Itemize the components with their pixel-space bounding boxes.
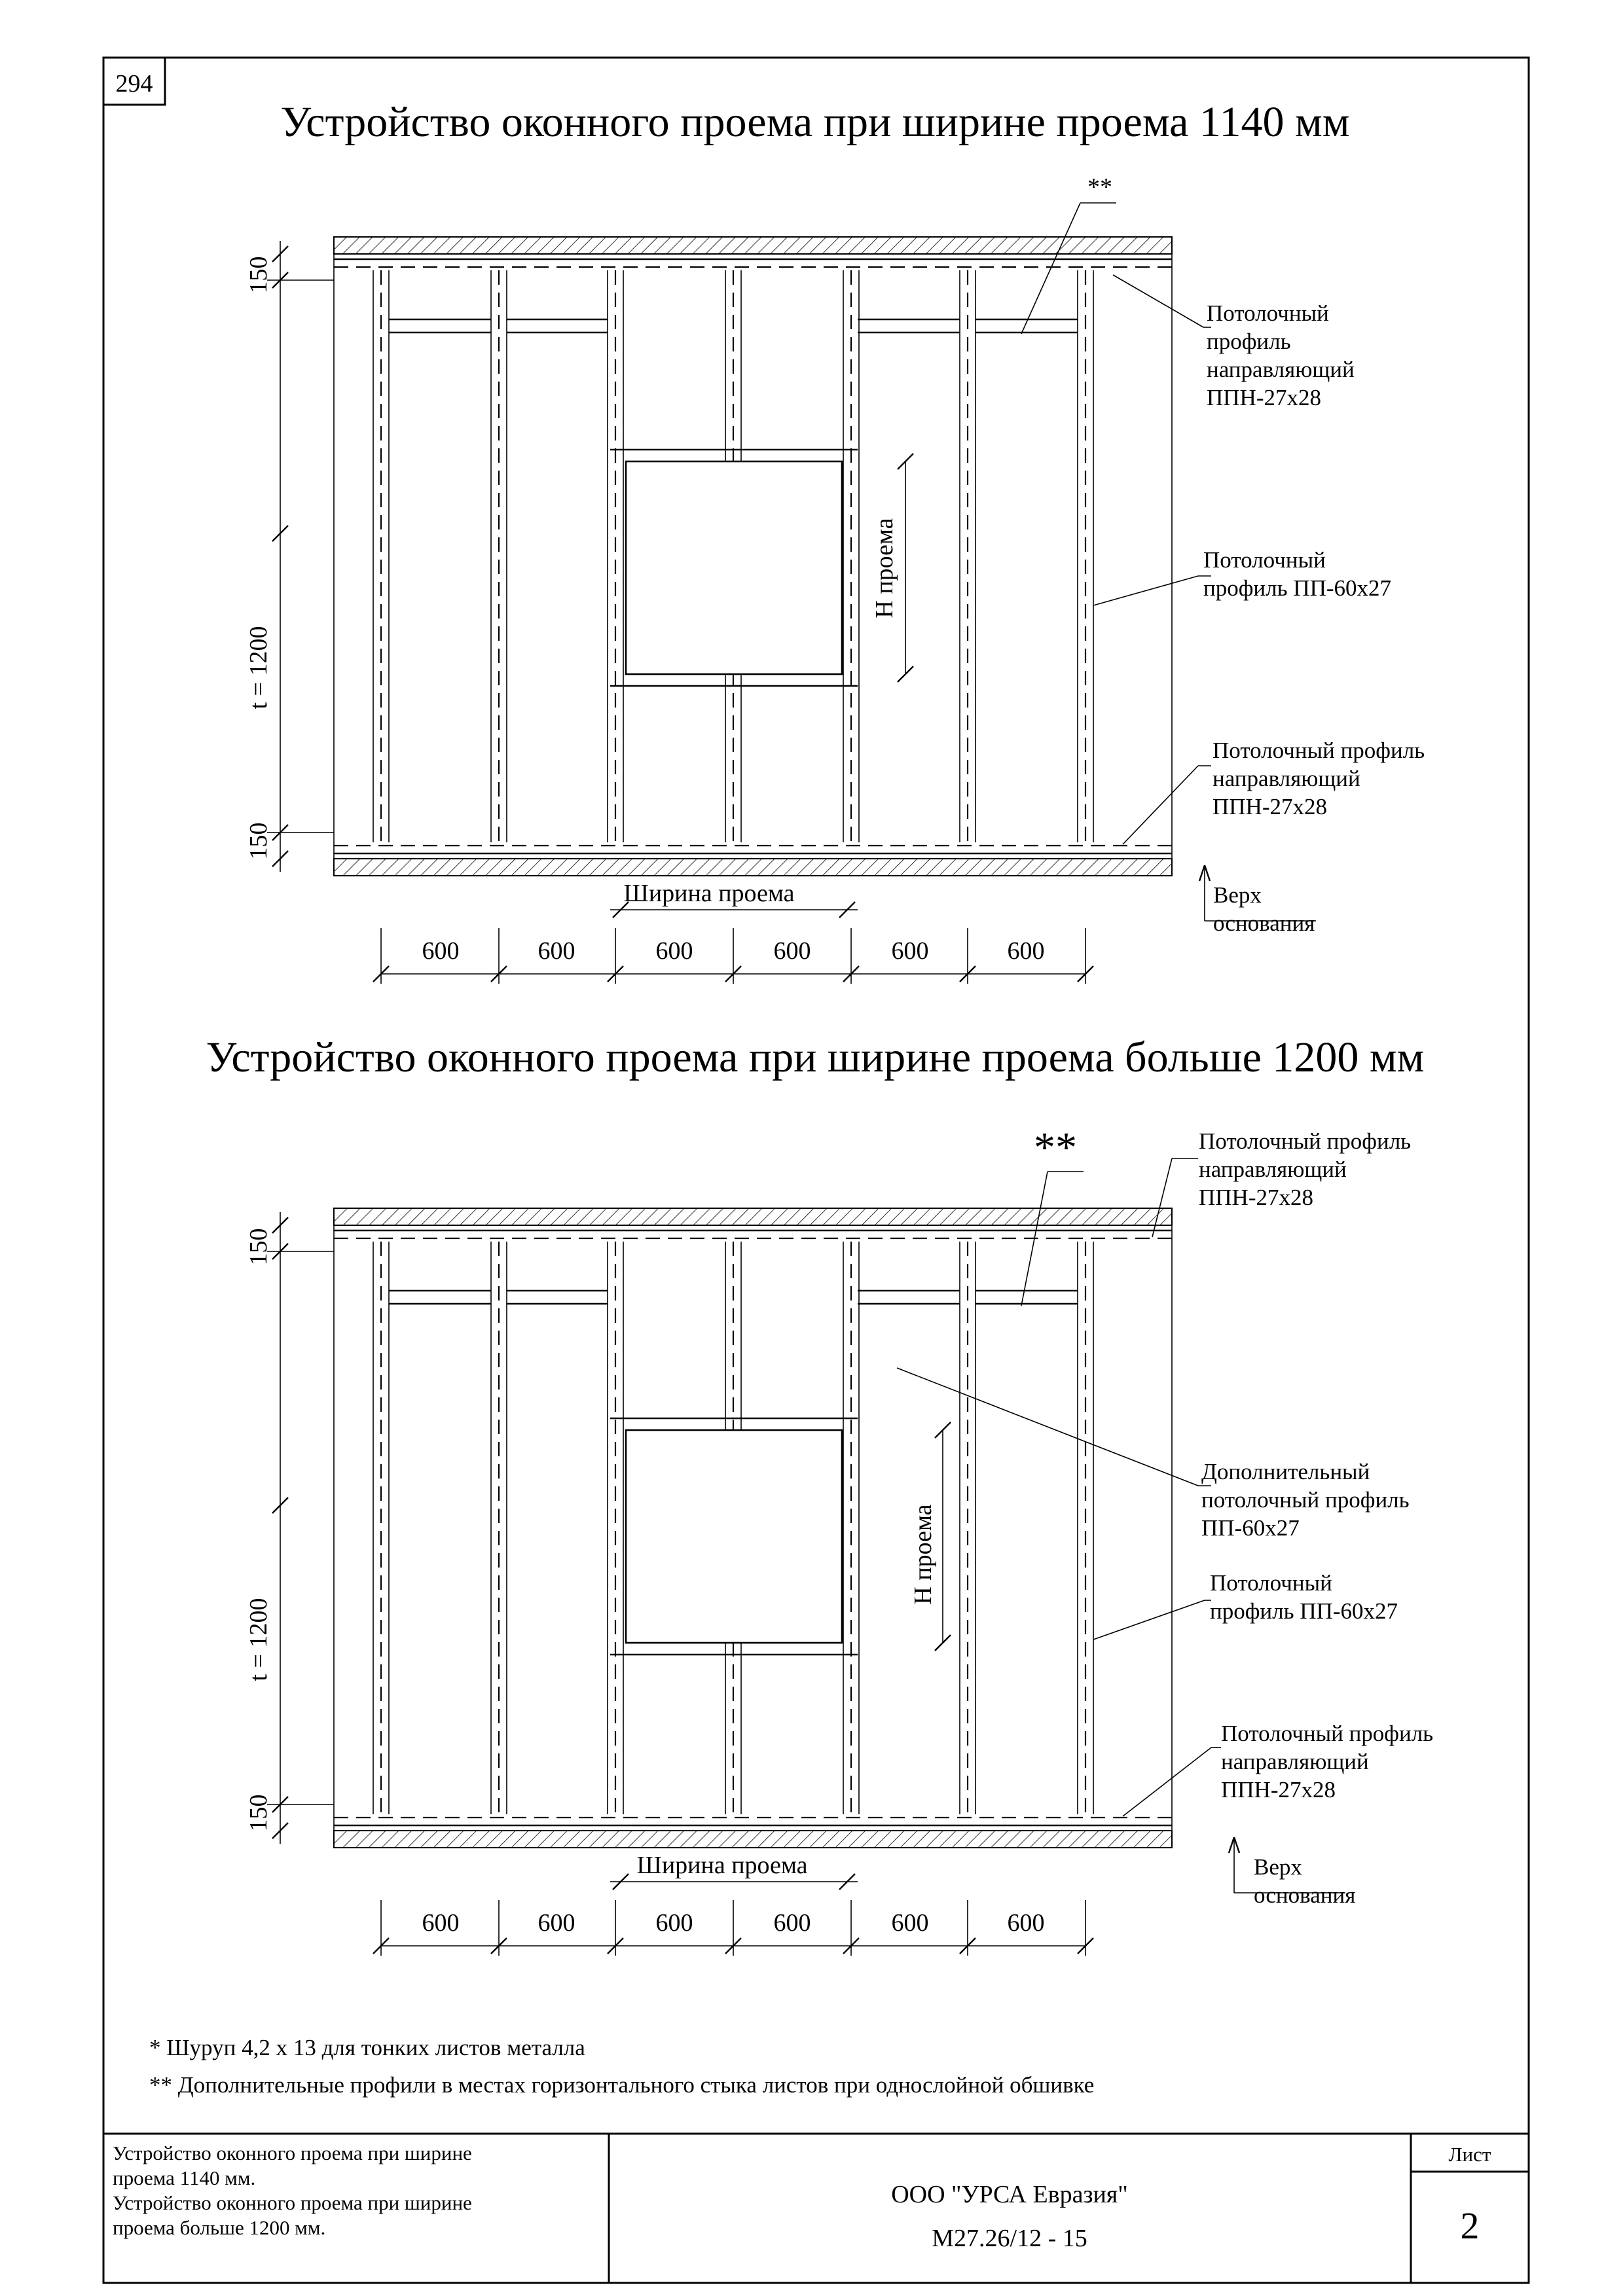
spacing-label: 600 [773, 1909, 811, 1937]
callout-line: Потолочный профиль [1213, 738, 1425, 763]
description-line: проема 1140 мм. [113, 2166, 256, 2189]
dim-150-top: 150 [245, 1228, 272, 1266]
callout-line: профиль ПП-60х27 [1203, 575, 1392, 601]
callout-middle-profile [1203, 547, 1391, 601]
base-arrow [1229, 1837, 1234, 1853]
notes [149, 2035, 1094, 2098]
leader-line [1021, 203, 1080, 334]
callout-line: основания [1254, 1882, 1356, 1908]
callout-top-guide-profile [1199, 1128, 1411, 1210]
callout-line: ПП-60х27 [1201, 1515, 1300, 1541]
spacing-label: 600 [655, 1909, 693, 1937]
callout-line: направляющий [1221, 1749, 1369, 1774]
callout-line: профиль ПП-60х27 [1210, 1598, 1398, 1624]
spacing-label: 600 [773, 937, 811, 965]
spacing-label: 600 [655, 937, 693, 965]
dim-h-opening: Н проема [871, 518, 898, 619]
callout-line: профиль [1207, 329, 1291, 354]
note-extra-profiles: ** Дополнительные профили в местах горизонтального стыка листов при однослойной обшивке [149, 2072, 1095, 2098]
description-line: Устройство оконного проема при ширине [113, 2191, 472, 2214]
callout-extra-profile [1201, 1459, 1410, 1541]
window-opening [626, 1430, 842, 1643]
leader-line [1093, 1600, 1205, 1640]
floor-slab [334, 859, 1172, 876]
callout-line: Потолочный [1203, 547, 1326, 573]
callout-line: ППН-27х28 [1213, 794, 1327, 819]
callout-bottom-guide-profile [1221, 1721, 1433, 1803]
dim-150-top: 150 [245, 256, 272, 294]
section-2-title: Устройство оконного проема при ширине проема больше 1200 мм [206, 1033, 1425, 1081]
dim-150-bottom: 150 [245, 1794, 272, 1832]
callout-line: Верх [1213, 882, 1262, 908]
callout-line: Дополнительный [1201, 1459, 1370, 1484]
floor-slab [334, 1831, 1172, 1848]
section-1 [245, 98, 1425, 984]
callout-middle-profile [1210, 1570, 1398, 1624]
callout-top-guide-profile [1207, 300, 1355, 410]
callout-line: ППН-27х28 [1199, 1185, 1313, 1210]
spacing-label: 600 [1007, 1909, 1045, 1937]
callout-line: Верх [1254, 1854, 1302, 1880]
base-arrow [1205, 865, 1210, 881]
spacing-label: 600 [1007, 937, 1045, 965]
leader-line [1123, 766, 1198, 844]
sheet-label: Лист [1448, 2143, 1491, 2166]
spacing-label: 600 [891, 937, 929, 965]
dim-150-bottom: 150 [245, 822, 272, 860]
description-line: Устройство оконного проема при ширине [113, 2142, 472, 2164]
base-arrow [1199, 865, 1205, 881]
spacing-label: 600 [538, 937, 575, 965]
callout-bottom-guide-profile [1213, 738, 1425, 819]
dim-t-1200: t = 1200 [245, 626, 272, 709]
callout-line: Потолочный профиль [1221, 1721, 1434, 1746]
spacing-label: 600 [422, 937, 460, 965]
dim-opening-width: Ширина проема [636, 1852, 808, 1879]
note-screw: * Шуруп 4,2 х 13 для тонких листов металла [149, 2035, 585, 2060]
stars-marker: ** [1087, 173, 1112, 201]
base-arrow [1234, 1837, 1239, 1853]
section-2 [206, 1033, 1434, 1956]
stars-marker: ** [1034, 1124, 1077, 1172]
dim-h-opening: Н проема [909, 1504, 937, 1605]
ceiling-slab [334, 237, 1172, 254]
leader-line [1113, 275, 1203, 327]
section-1-title: Устройство оконного проема при ширине проема 1140 мм [280, 98, 1350, 146]
page-number: 294 [115, 70, 153, 98]
dim-t-1200: t = 1200 [245, 1598, 272, 1681]
document-code: М27.26/12 - 15 [932, 2225, 1087, 2252]
callout-base-top [1213, 882, 1315, 936]
description-line: проема больше 1200 мм. [113, 2216, 326, 2239]
dim-opening-width: Ширина проема [623, 880, 795, 907]
callout-line: ППН-27х28 [1221, 1777, 1336, 1803]
spacing-label: 600 [538, 1909, 575, 1937]
wall-frame-1 [267, 203, 1316, 984]
callout-base-top [1254, 1854, 1355, 1908]
leader-line [897, 1368, 1198, 1486]
callout-line: Потолочный [1207, 300, 1329, 326]
spacing-label: 600 [891, 1909, 929, 1937]
ceiling-slab [334, 1208, 1172, 1225]
spacing-label: 600 [422, 1909, 460, 1937]
company-name: ООО "УРСА Евразия" [891, 2181, 1128, 2208]
callout-line: направляющий [1213, 766, 1360, 791]
sheet-number: 2 [1460, 2204, 1480, 2247]
callout-line: направляющий [1199, 1157, 1347, 1182]
leader-line [1093, 576, 1198, 605]
callout-line: направляющий [1207, 357, 1355, 382]
wall-frame-2 [267, 1158, 1345, 1956]
title-block [103, 2134, 1529, 2283]
callout-line: Потолочный профиль [1199, 1128, 1412, 1154]
callout-line: основания [1213, 910, 1315, 936]
callout-line: потолочный профиль [1201, 1487, 1410, 1513]
callout-line: ППН-27х28 [1207, 385, 1321, 410]
callout-line: Потолочный [1210, 1570, 1332, 1596]
window-opening [626, 461, 842, 674]
leader-line [1123, 1748, 1211, 1816]
